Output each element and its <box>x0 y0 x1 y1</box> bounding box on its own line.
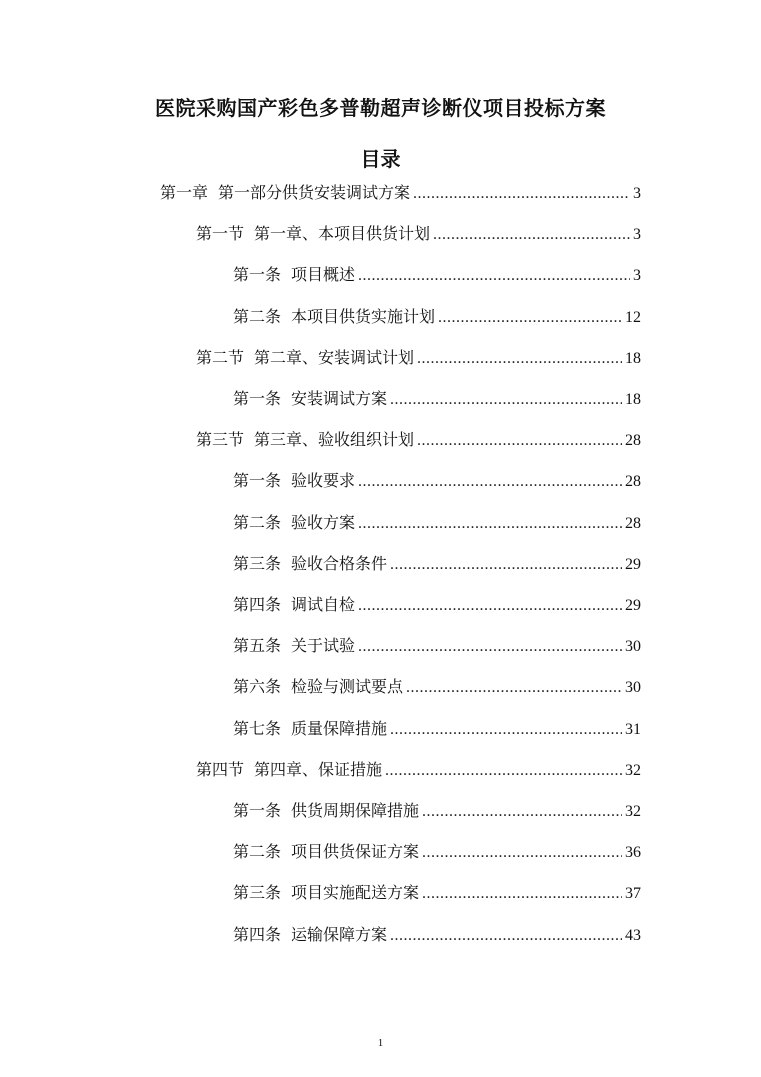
toc-entry-title: 质量保障措施 <box>291 718 388 738</box>
toc-entry[interactable] <box>233 674 641 700</box>
toc-leader-dots <box>417 432 622 450</box>
page-number: 1 <box>377 1037 384 1049</box>
toc-entry-number: 第六条 <box>233 677 282 697</box>
toc-entry-title: 调试自检 <box>291 595 356 614</box>
toc-entry-page: 31 <box>625 720 641 738</box>
toc-entry[interactable] <box>196 757 641 783</box>
toc-entry[interactable] <box>160 180 641 206</box>
toc-entry-title: 第四章、保证措施 <box>254 759 383 779</box>
toc-entry-title: 项目实施配送方案 <box>291 883 420 903</box>
document-title: 医院采购国产彩色多普勒超声诊断仪项目投标方案 <box>155 96 606 120</box>
toc-entry-title: 验收方案 <box>291 512 356 532</box>
toc-entry-page: 30 <box>625 638 641 656</box>
toc-entry[interactable] <box>233 716 641 742</box>
toc-entry-number: 第三条 <box>233 883 282 903</box>
toc-entry-number: 第一条 <box>233 265 282 285</box>
toc-entry-page: 3 <box>633 267 641 285</box>
toc-entry-page: 32 <box>625 803 641 820</box>
toc-entry-title: 项目供货保证方案 <box>291 842 420 862</box>
toc-entry[interactable] <box>233 262 641 288</box>
toc-entry-title: 验收合格条件 <box>291 553 388 573</box>
toc-entry[interactable] <box>233 922 641 948</box>
toc-leader-dots <box>433 226 630 244</box>
toc-entry-title: 第三章、验收组织计划 <box>254 430 415 450</box>
toc-entry-number: 第四条 <box>233 595 282 614</box>
toc-entry[interactable] <box>233 592 641 618</box>
toc-entry-page: 3 <box>633 185 641 202</box>
toc-entry[interactable] <box>233 880 641 906</box>
toc-entry-number: 第一条 <box>233 471 282 491</box>
toc-leader-dots <box>390 556 622 574</box>
toc-leader-dots <box>406 679 622 697</box>
toc-entry-number: 第七条 <box>233 718 282 738</box>
toc-leader-dots <box>422 844 622 862</box>
toc-leader-dots <box>385 762 622 780</box>
toc-entry-page: 43 <box>625 926 641 944</box>
toc-entry-number: 第一条 <box>233 389 282 408</box>
toc-entry[interactable] <box>196 427 641 453</box>
toc-leader-dots <box>438 309 622 327</box>
toc-entry-page: 30 <box>625 679 641 697</box>
toc-entry-page: 28 <box>625 514 641 532</box>
toc-entry-page: 32 <box>625 761 641 779</box>
toc-entry[interactable] <box>233 633 641 659</box>
toc-entry-title: 项目概述 <box>291 265 356 285</box>
toc-entry-title: 第二章、安装调试计划 <box>254 347 415 367</box>
toc-entry[interactable] <box>233 386 641 412</box>
toc-entry[interactable] <box>233 839 641 865</box>
toc-entry-page: 12 <box>625 308 641 326</box>
toc-entry-number: 第一章 <box>160 183 209 202</box>
toc-entry-page: 36 <box>625 844 641 862</box>
toc-leader-dots <box>358 473 622 491</box>
toc-leader-dots <box>417 350 622 368</box>
toc-entry-title: 关于试验 <box>291 636 356 656</box>
toc-entry-page: 18 <box>625 391 641 408</box>
toc-entry[interactable] <box>233 510 641 536</box>
toc-entry-number: 第四节 <box>196 759 245 779</box>
toc-leader-dots <box>358 638 622 656</box>
toc-entry-page: 29 <box>625 597 641 614</box>
toc-entry-number: 第二节 <box>196 347 245 367</box>
toc-entry-page: 29 <box>625 555 641 573</box>
toc-leader-dots <box>390 391 622 409</box>
toc-entry-number: 第一节 <box>196 224 245 244</box>
toc-entry-title: 供货周期保障措施 <box>291 801 420 820</box>
toc-entry-title: 第一部分供货安装调试方案 <box>218 183 411 202</box>
toc-leader-dots <box>358 515 622 533</box>
toc-entry-number: 第四条 <box>233 924 282 944</box>
toc-leader-dots <box>390 927 622 945</box>
toc-entry[interactable] <box>233 468 641 494</box>
toc-entry[interactable] <box>196 221 641 247</box>
toc-entry-title: 运输保障方案 <box>291 924 388 944</box>
toc-entry-page: 28 <box>625 473 641 491</box>
toc-entry-title: 验收要求 <box>291 471 356 491</box>
toc-leader-dots <box>422 803 622 821</box>
toc-leader-dots <box>413 185 630 203</box>
toc-entry-number: 第五条 <box>233 636 282 656</box>
toc-leader-dots <box>358 597 622 615</box>
toc-entry-title: 检验与测试要点 <box>291 677 404 697</box>
toc-entry-page: 3 <box>633 226 641 244</box>
toc-leader-dots <box>390 721 622 739</box>
toc-entry-number: 第二条 <box>233 306 282 326</box>
toc-entry-number: 第三节 <box>196 430 245 450</box>
toc-entry-page: 37 <box>625 885 641 903</box>
toc-entry-title: 安装调试方案 <box>291 389 388 408</box>
toc-entry[interactable] <box>233 551 641 577</box>
toc-entry-number: 第三条 <box>233 553 282 573</box>
toc-entry-number: 第二条 <box>233 842 282 862</box>
toc-entry[interactable] <box>233 304 641 330</box>
toc-entry-number: 第一条 <box>233 801 282 820</box>
toc-entry-page: 28 <box>625 432 641 450</box>
toc-entry-page: 18 <box>625 349 641 367</box>
toc-entry[interactable] <box>233 798 641 824</box>
toc-heading: 目录 <box>360 147 401 171</box>
toc-entry-title: 第一章、本项目供货计划 <box>254 224 431 244</box>
toc-leader-dots <box>358 267 630 285</box>
toc-entry-title: 本项目供货实施计划 <box>291 306 436 326</box>
toc-leader-dots <box>422 885 622 903</box>
toc-entry[interactable] <box>196 345 641 371</box>
toc-entry-number: 第二条 <box>233 512 282 532</box>
